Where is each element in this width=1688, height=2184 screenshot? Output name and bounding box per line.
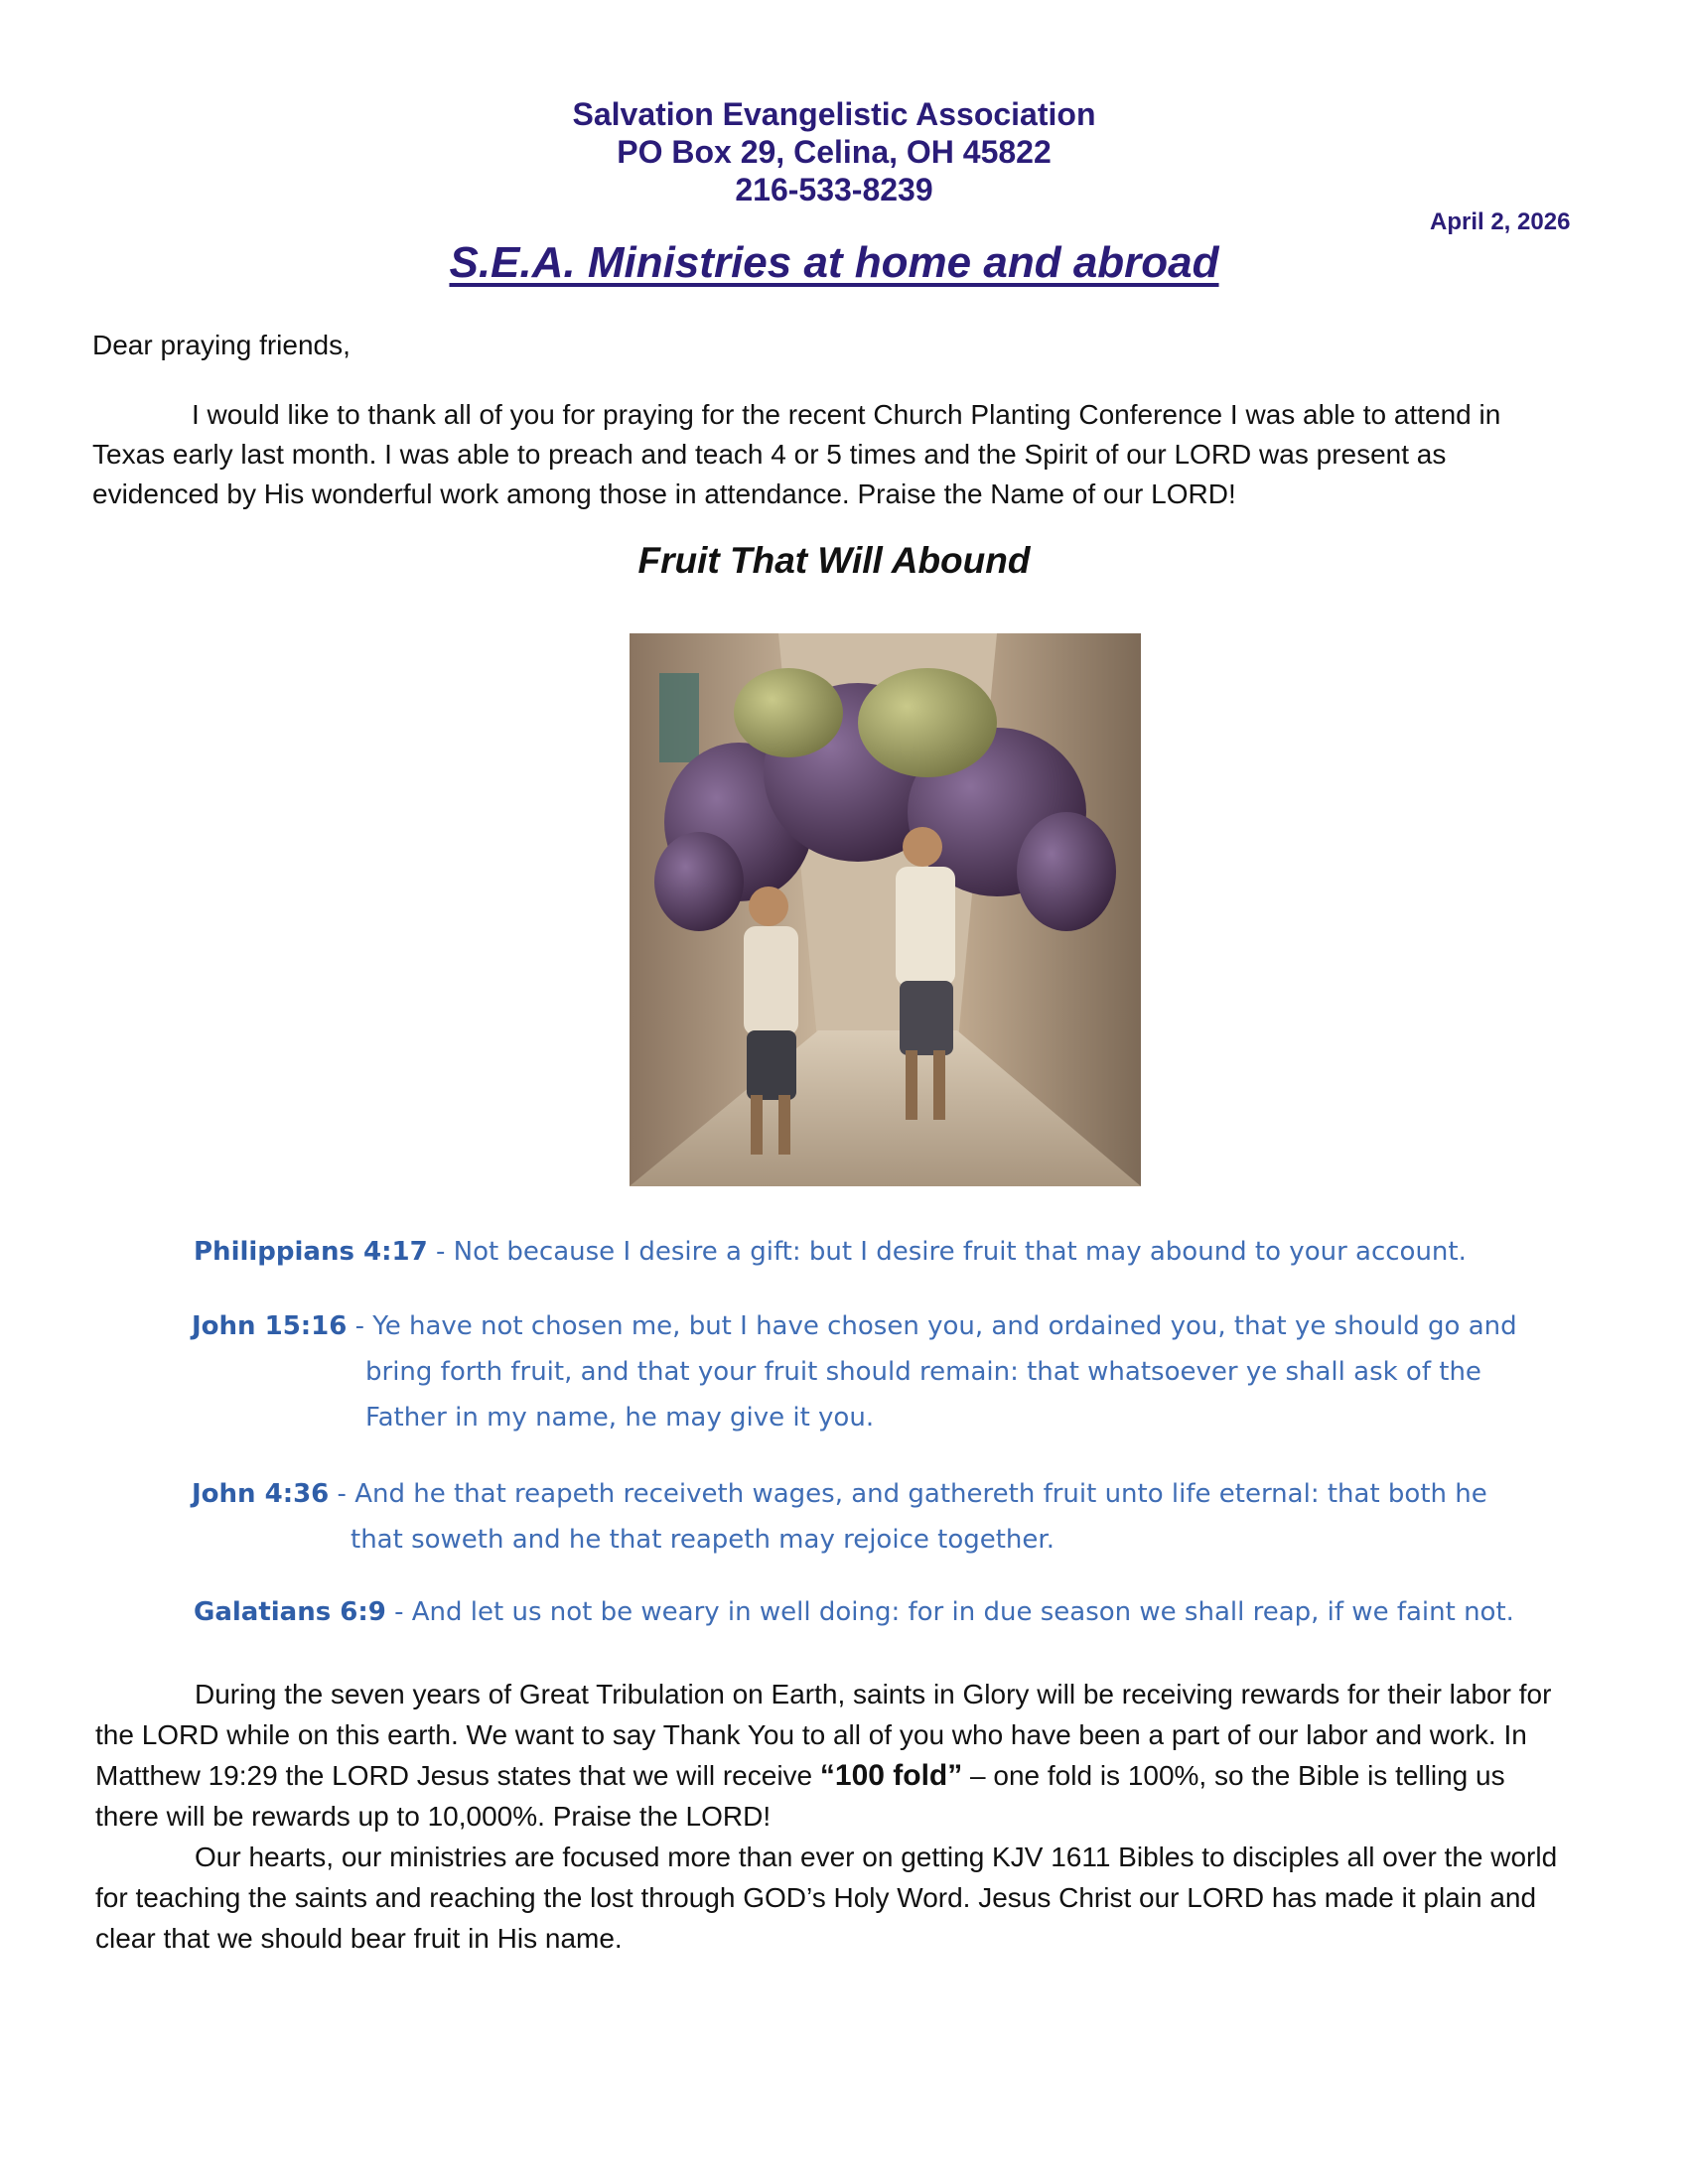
organization-phone: 216-533-8239	[735, 172, 933, 207]
scripture-text: - And he that reapeth receiveth wages, and gathereth fruit unto life eternal: that both he	[329, 1479, 1487, 1509]
intro-paragraph: I would like to thank all of you for praying for the recent Church Planting Conference I was able to attend in Texas early last month. I was able to preach and teach 4 or 5 times and the Spirit of our LORD was present as evidenced by His wonderful work among those in attendance. Praise the Name of our LORD!	[92, 399, 1501, 509]
grape-harvest-photo	[630, 633, 1141, 1186]
scripture-galatians-6-9	[194, 1589, 1514, 1635]
organization-name: Salvation Evangelistic Association	[572, 96, 1096, 132]
scripture-reference: Galatians 6:9	[194, 1597, 386, 1627]
closing-text-continued: – one fold is 100%, so the Bible is telling us there will be rewards up to 10,000%. Praise the LORD!	[95, 1760, 1505, 1832]
scripture-continuation: bring forth fruit, and that your fruit should remain: that whatsoever ye shall ask of the	[365, 1357, 1481, 1387]
scripture-text: - And let us not be weary in well doing: for in due season we shall reap, if we faint not.	[385, 1597, 1514, 1627]
scripture-john-15-16	[192, 1303, 1517, 1440]
scripture-reference: Philippians 4:17	[194, 1237, 428, 1267]
scripture-reference: John 4:36	[192, 1479, 330, 1509]
ministry-focus-paragraph: Our hearts, our ministries are focused more than ever on getting KJV 1611 Bibles to disciples all over the world for teaching the saints and reaching the lost through GOD’s Holy Word. Jesus Christ our LORD has made it plain and clear that we should bear fruit in His name.	[95, 1842, 1558, 1954]
scripture-text: - Not because I desire a gift: but I desire fruit that may abound to your account.	[427, 1237, 1467, 1267]
letterhead	[0, 95, 1668, 208]
ministry-title: S.E.A. Ministries at home and abroad	[449, 238, 1219, 287]
scripture-reference: John 15:16	[192, 1311, 348, 1341]
greeting: Dear praying friends,	[92, 330, 351, 360]
scripture-john-4-36	[192, 1471, 1487, 1563]
scripture-continuation: that soweth and he that reapeth may rejoice together.	[351, 1525, 1055, 1555]
section-title: Fruit That Will Abound	[637, 540, 1031, 581]
organization-address: PO Box 29, Celina, OH 45822	[617, 134, 1052, 170]
scripture-continuation: Father in my name, he may give it you.	[365, 1403, 875, 1433]
letter-date: April 2, 2026	[1430, 208, 1571, 235]
scripture-text: - Ye have not chosen me, but I have chosen you, and ordained you, that ye should go and	[347, 1311, 1517, 1341]
scripture-philippians-4-17	[194, 1229, 1467, 1275]
hundred-fold-emphasis: “100 fold”	[819, 1759, 963, 1792]
closing-text: During the seven years of Great Tribulation on Earth, saints in Glory will be receiving rewards for their labor for the LORD while on this earth. We want to say Thank You to all of you who have been a part of our labor and work. In Matthew 19:29 the LORD Jesus states that we will receive	[95, 1679, 1552, 1791]
closing-paragraph	[95, 1674, 1565, 1837]
